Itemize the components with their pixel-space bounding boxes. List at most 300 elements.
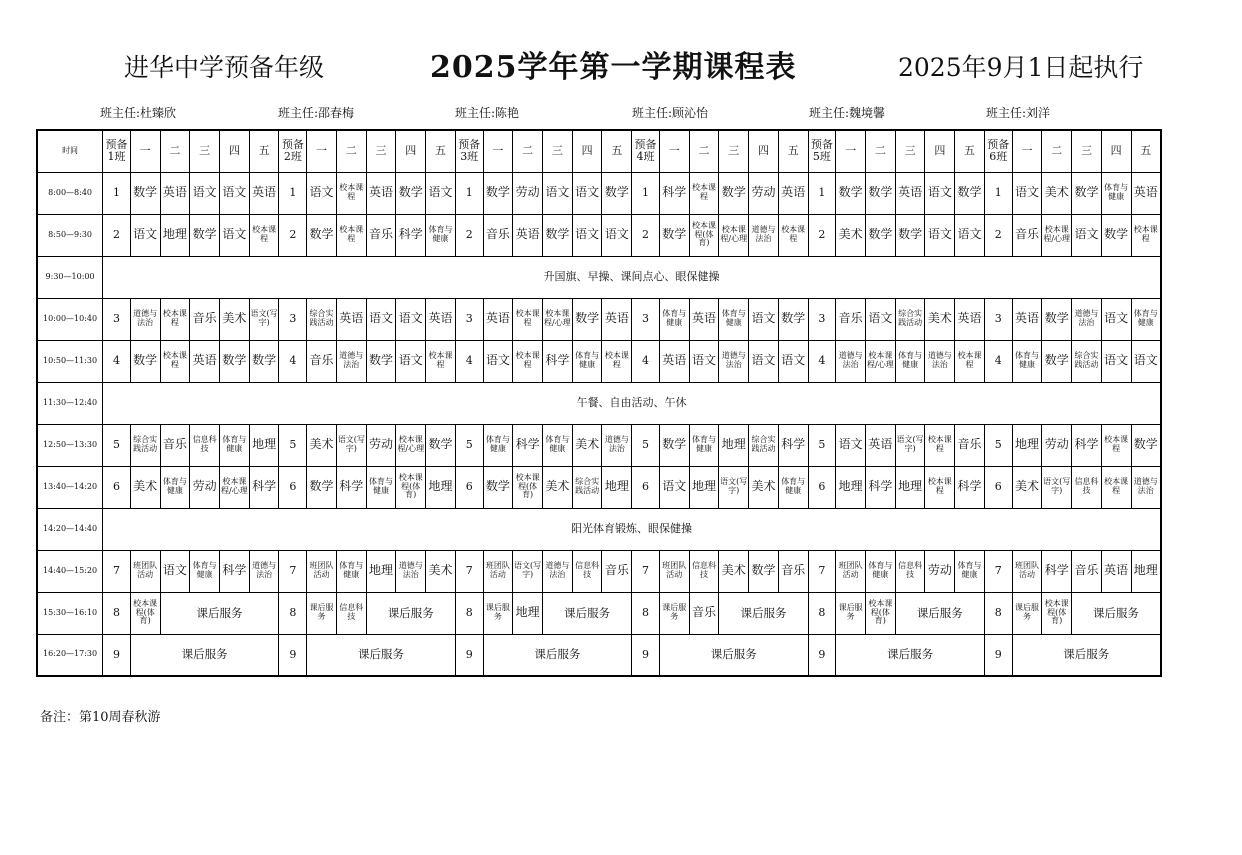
- after-school-cell: 课后服务: [836, 634, 985, 676]
- day-header: 五: [602, 130, 632, 172]
- after-school-cell: 课后服务: [160, 592, 279, 634]
- subject-cell: 地理: [719, 424, 749, 466]
- subject-cell: 音乐: [190, 298, 220, 340]
- subject-cell: 数学: [220, 340, 250, 382]
- teacher-3: 班主任:陈艳: [455, 106, 520, 120]
- subject-cell: 校本课程/心理: [396, 424, 426, 466]
- subject-cell: 音乐: [689, 592, 719, 634]
- subject-cell: 体育与健康: [865, 550, 895, 592]
- subject-cell: 校本课程/心理: [543, 298, 573, 340]
- subject-cell: 语文: [749, 340, 779, 382]
- subject-cell: 道德与法治: [543, 550, 573, 592]
- subject-cell: 综合实践活动: [749, 424, 779, 466]
- period-number: 3: [808, 298, 836, 340]
- subject-cell: 校本课程: [778, 214, 808, 256]
- subject-cell: 语文: [1072, 214, 1102, 256]
- subject-cell: 音乐: [1072, 550, 1102, 592]
- day-header: 四: [572, 130, 602, 172]
- subject-cell: 语文(写字): [336, 424, 366, 466]
- subject-cell: 语文(写字): [719, 466, 749, 508]
- subject-cell: 语文: [955, 214, 985, 256]
- day-header: 一: [130, 130, 160, 172]
- subject-cell: 信息科技: [190, 424, 220, 466]
- after-school-cell: 课后服务: [659, 634, 808, 676]
- subject-cell: 数学: [749, 550, 779, 592]
- period-number: 6: [279, 466, 307, 508]
- subject-cell: 美术: [130, 466, 160, 508]
- period-number: 1: [984, 172, 1012, 214]
- time-cell: 14:40—15:20: [37, 550, 103, 592]
- subject-cell: 音乐: [366, 214, 396, 256]
- subject-cell: 校本课程(体育): [865, 592, 895, 634]
- subject-cell: 音乐: [307, 340, 337, 382]
- day-header: 四: [220, 130, 250, 172]
- subject-cell: 地理: [689, 466, 719, 508]
- day-header: 一: [1012, 130, 1042, 172]
- day-header: 三: [895, 130, 925, 172]
- subject-cell: 语文: [160, 550, 190, 592]
- day-header: 二: [160, 130, 190, 172]
- subject-cell: 体育与健康: [160, 466, 190, 508]
- subject-cell: 音乐: [160, 424, 190, 466]
- subject-cell: 科学: [336, 466, 366, 508]
- break-row: [37, 382, 1161, 424]
- subject-cell: 校本课程: [955, 340, 985, 382]
- subject-cell: 数学: [865, 172, 895, 214]
- period-row: [37, 424, 1161, 466]
- subject-cell: 道德与法治: [925, 340, 955, 382]
- subject-cell: 校本课程/心理: [719, 214, 749, 256]
- subject-cell: 美术: [749, 466, 779, 508]
- period-row: [37, 466, 1161, 508]
- subject-cell: 数学: [778, 298, 808, 340]
- subject-cell: 综合实践活动: [130, 424, 160, 466]
- subject-cell: 科学: [396, 214, 426, 256]
- subject-cell: 道德与法治: [249, 550, 279, 592]
- subject-cell: 道德与法治: [1131, 466, 1161, 508]
- period-number: 6: [632, 466, 660, 508]
- after-school-cell: 课后服务: [1012, 592, 1042, 634]
- day-header: 五: [1131, 130, 1161, 172]
- period-number: 7: [632, 550, 660, 592]
- day-header: 二: [336, 130, 366, 172]
- subject-cell: 英语: [865, 424, 895, 466]
- subject-cell: 英语: [483, 298, 513, 340]
- subject-cell: 语文(写字): [249, 298, 279, 340]
- period-row: [37, 340, 1161, 382]
- subject-cell: 音乐: [483, 214, 513, 256]
- subject-cell: 美术: [836, 214, 866, 256]
- period-number: 2: [103, 214, 131, 256]
- subject-cell: 语文: [396, 298, 426, 340]
- teacher-1: 班主任:杜臻欣: [100, 106, 177, 120]
- period-row: [37, 550, 1161, 592]
- time-cell: 12:50—13:30: [37, 424, 103, 466]
- subject-cell: 综合实践活动: [895, 298, 925, 340]
- day-header: 四: [925, 130, 955, 172]
- time-cell: 10:00—10:40: [37, 298, 103, 340]
- period-number: 5: [455, 424, 483, 466]
- subject-cell: 英语: [1101, 550, 1131, 592]
- subject-cell: 语文(写字): [895, 424, 925, 466]
- period-number: 2: [984, 214, 1012, 256]
- period-number: 9: [984, 634, 1012, 676]
- subject-cell: 数学: [366, 340, 396, 382]
- period-number: 5: [103, 424, 131, 466]
- period-row: [37, 214, 1161, 256]
- subject-cell: 校本课程(体育): [130, 592, 160, 634]
- subject-cell: 劳动: [1042, 424, 1072, 466]
- subject-cell: 校本课程: [336, 172, 366, 214]
- period-number: 8: [279, 592, 307, 634]
- day-header: 二: [1042, 130, 1072, 172]
- subject-cell: 体育与健康: [689, 424, 719, 466]
- subject-cell: 音乐: [836, 298, 866, 340]
- subject-cell: 英语: [426, 298, 456, 340]
- subject-cell: 英语: [160, 172, 190, 214]
- after-school-cell: 课后服务: [543, 592, 632, 634]
- subject-cell: 美术: [426, 550, 456, 592]
- subject-cell: 数学: [130, 340, 160, 382]
- after-school-cell: 课后服务: [659, 592, 689, 634]
- subject-cell: 语文: [925, 214, 955, 256]
- subject-cell: 语文: [689, 340, 719, 382]
- subject-cell: 数学: [130, 172, 160, 214]
- subject-cell: 地理: [602, 466, 632, 508]
- subject-cell: 数学: [602, 172, 632, 214]
- subject-cell: 英语: [249, 172, 279, 214]
- subject-cell: 美术: [719, 550, 749, 592]
- subject-cell: 校本课程: [602, 340, 632, 382]
- subject-cell: 语文(写字): [513, 550, 543, 592]
- break-row: [37, 508, 1161, 550]
- subject-cell: 科学: [778, 424, 808, 466]
- period-number: 2: [279, 214, 307, 256]
- subject-cell: 科学: [955, 466, 985, 508]
- period-number: 1: [279, 172, 307, 214]
- class-header: 预备6班: [984, 130, 1012, 172]
- subject-cell: 科学: [513, 424, 543, 466]
- subject-cell: 校本课程: [513, 298, 543, 340]
- subject-cell: 语文: [190, 172, 220, 214]
- period-number: 9: [279, 634, 307, 676]
- after-school-cell: 课后服务: [1012, 634, 1161, 676]
- subject-cell: 校本课程/心理: [865, 340, 895, 382]
- subject-cell: 美术: [925, 298, 955, 340]
- subject-cell: 班团队活动: [130, 550, 160, 592]
- time-cell: 9:30—10:00: [37, 256, 103, 298]
- subject-cell: 语文: [572, 214, 602, 256]
- subject-cell: 校本课程: [1101, 424, 1131, 466]
- subject-cell: 地理: [895, 466, 925, 508]
- subject-cell: 地理: [513, 592, 543, 634]
- break-cell: 升国旗、早操、课间点心、眼保健操: [103, 256, 1161, 298]
- subject-cell: 数学: [307, 466, 337, 508]
- after-school-cell: 课后服务: [483, 592, 513, 634]
- subject-cell: 科学: [249, 466, 279, 508]
- subject-cell: 语文: [220, 214, 250, 256]
- after-school-cell: 课后服务: [483, 634, 632, 676]
- start-date: 2025年9月1日起执行: [898, 53, 1144, 82]
- time-cell: 10:50—11:30: [37, 340, 103, 382]
- subject-cell: 班团队活动: [836, 550, 866, 592]
- period-number: 9: [455, 634, 483, 676]
- subject-cell: 地理: [426, 466, 456, 508]
- subject-cell: 数学: [895, 214, 925, 256]
- period-row: [37, 298, 1161, 340]
- period-number: 3: [632, 298, 660, 340]
- class-header: 预备2班: [279, 130, 307, 172]
- subject-cell: 体育与健康: [659, 298, 689, 340]
- day-header: 三: [190, 130, 220, 172]
- subject-cell: 信息科技: [689, 550, 719, 592]
- teacher-2: 班主任:邵春梅: [278, 106, 355, 120]
- subject-cell: 数学: [719, 172, 749, 214]
- period-number: 7: [103, 550, 131, 592]
- time-cell: 14:20—14:40: [37, 508, 103, 550]
- subject-cell: 科学: [220, 550, 250, 592]
- subject-cell: 英语: [336, 298, 366, 340]
- period-number: 1: [455, 172, 483, 214]
- subject-cell: 语文: [307, 172, 337, 214]
- subject-cell: 校本课程: [160, 298, 190, 340]
- teacher-5: 班主任:魏境馨: [809, 106, 886, 120]
- period-number: 2: [455, 214, 483, 256]
- subject-cell: 语文: [543, 172, 573, 214]
- time-header: 时间: [37, 130, 103, 172]
- subject-cell: 英语: [955, 298, 985, 340]
- subject-cell: 体育与健康: [895, 340, 925, 382]
- period-number: 5: [808, 424, 836, 466]
- period-number: 3: [279, 298, 307, 340]
- subject-cell: 体育与健康: [1101, 172, 1131, 214]
- period-number: 7: [279, 550, 307, 592]
- day-header: 三: [543, 130, 573, 172]
- day-header: 一: [659, 130, 689, 172]
- period-number: 3: [103, 298, 131, 340]
- footnote: 备注：第10周春秋游: [40, 710, 161, 725]
- subject-cell: 语文: [220, 172, 250, 214]
- subject-cell: 语文: [925, 172, 955, 214]
- period-number: 7: [808, 550, 836, 592]
- period-number: 5: [632, 424, 660, 466]
- subject-cell: 道德与法治: [130, 298, 160, 340]
- subject-cell: 美术: [307, 424, 337, 466]
- subject-cell: 校本课程(体育): [689, 214, 719, 256]
- subject-cell: 班团队活动: [659, 550, 689, 592]
- subject-cell: 英语: [778, 172, 808, 214]
- period-number: 3: [984, 298, 1012, 340]
- after-school-cell: 课后服务: [1072, 592, 1161, 634]
- period-number: 6: [455, 466, 483, 508]
- subject-cell: 英语: [190, 340, 220, 382]
- day-header: 二: [513, 130, 543, 172]
- subject-cell: 数学: [1042, 340, 1072, 382]
- subject-cell: 体育与健康: [1131, 298, 1161, 340]
- period-number: 2: [632, 214, 660, 256]
- subject-cell: 校本课程: [513, 340, 543, 382]
- day-header: 三: [719, 130, 749, 172]
- class-header: 预备1班: [103, 130, 131, 172]
- subject-cell: 道德与法治: [1072, 298, 1102, 340]
- day-header: 四: [749, 130, 779, 172]
- subject-cell: 地理: [366, 550, 396, 592]
- subject-cell: 校本课程(体育): [396, 466, 426, 508]
- period-number: 8: [808, 592, 836, 634]
- subject-cell: 劳动: [749, 172, 779, 214]
- subject-cell: 校本课程: [1101, 466, 1131, 508]
- subject-cell: 语文: [426, 172, 456, 214]
- subject-cell: 英语: [659, 340, 689, 382]
- period-number: 9: [632, 634, 660, 676]
- time-cell: 11:30—12:40: [37, 382, 103, 424]
- subject-cell: 地理: [249, 424, 279, 466]
- subject-cell: 数学: [396, 172, 426, 214]
- subject-cell: 语文: [1131, 340, 1161, 382]
- period-number: 6: [984, 466, 1012, 508]
- day-header: 一: [483, 130, 513, 172]
- day-header: 五: [426, 130, 456, 172]
- day-header: 五: [955, 130, 985, 172]
- subject-cell: 语文: [572, 172, 602, 214]
- subject-cell: 数学: [1072, 172, 1102, 214]
- subject-cell: 英语: [689, 298, 719, 340]
- class-header: 预备5班: [808, 130, 836, 172]
- period-row: [37, 592, 1161, 634]
- period-row: [37, 172, 1161, 214]
- period-number: 7: [455, 550, 483, 592]
- subject-cell: 语文(写字): [1042, 466, 1072, 508]
- subject-cell: 语文: [483, 340, 513, 382]
- subject-cell: 数学: [659, 424, 689, 466]
- period-number: 4: [984, 340, 1012, 382]
- period-number: 4: [103, 340, 131, 382]
- teacher-6: 班主任:刘洋: [986, 106, 1051, 120]
- subject-cell: 数学: [483, 172, 513, 214]
- subject-cell: 综合实践活动: [572, 466, 602, 508]
- day-header: 三: [1072, 130, 1102, 172]
- subject-cell: 校本课程: [160, 340, 190, 382]
- subject-cell: 数学: [543, 214, 573, 256]
- subject-cell: 班团队活动: [307, 550, 337, 592]
- subject-cell: 数学: [1101, 214, 1131, 256]
- subject-cell: 道德与法治: [749, 214, 779, 256]
- after-school-cell: 课后服务: [366, 592, 455, 634]
- period-number: 1: [103, 172, 131, 214]
- timetable: [36, 129, 1162, 677]
- subject-cell: 数学: [659, 214, 689, 256]
- subject-cell: 语文: [778, 340, 808, 382]
- subject-cell: 体育与健康: [719, 298, 749, 340]
- subject-cell: 班团队活动: [1012, 550, 1042, 592]
- subject-cell: 数学: [426, 424, 456, 466]
- subject-cell: 体育与健康: [543, 424, 573, 466]
- subject-cell: 语文: [1101, 340, 1131, 382]
- period-number: 7: [984, 550, 1012, 592]
- subject-cell: 音乐: [602, 550, 632, 592]
- period-number: 5: [279, 424, 307, 466]
- subject-cell: 劳动: [366, 424, 396, 466]
- header-row: [37, 130, 1161, 172]
- subject-cell: 美术: [1012, 466, 1042, 508]
- school-title: 进华中学预备年级: [124, 53, 325, 82]
- break-cell: 午餐、自由活动、午休: [103, 382, 1161, 424]
- period-number: 4: [808, 340, 836, 382]
- subject-cell: 科学: [1042, 550, 1072, 592]
- subject-cell: 英语: [513, 214, 543, 256]
- subject-cell: 科学: [659, 172, 689, 214]
- subject-cell: 英语: [602, 298, 632, 340]
- class-header: 预备4班: [632, 130, 660, 172]
- subject-cell: 校本课程(体育): [1042, 592, 1072, 634]
- period-number: 6: [808, 466, 836, 508]
- subject-cell: 科学: [543, 340, 573, 382]
- break-row: [37, 256, 1161, 298]
- subject-cell: 体育与健康: [955, 550, 985, 592]
- break-cell: 阳光体育锻炼、眼保健操: [103, 508, 1161, 550]
- subject-cell: 语文: [396, 340, 426, 382]
- after-school-cell: 课后服务: [130, 634, 279, 676]
- subject-cell: 信息科技: [895, 550, 925, 592]
- subject-cell: 数学: [1042, 298, 1072, 340]
- period-number: 2: [808, 214, 836, 256]
- subject-cell: 道德与法治: [336, 340, 366, 382]
- after-school-cell: 课后服务: [836, 592, 866, 634]
- subject-cell: 语文: [1012, 172, 1042, 214]
- subject-cell: 体育与健康: [190, 550, 220, 592]
- page-title: 2025学年第一学期课程表: [430, 50, 797, 85]
- day-header: 四: [1101, 130, 1131, 172]
- subject-cell: 地理: [836, 466, 866, 508]
- subject-cell: 综合实践活动: [1072, 340, 1102, 382]
- subject-cell: 体育与健康: [778, 466, 808, 508]
- subject-cell: 数学: [836, 172, 866, 214]
- subject-cell: 美术: [220, 298, 250, 340]
- subject-cell: 语文: [130, 214, 160, 256]
- period-number: 3: [455, 298, 483, 340]
- subject-cell: 数学: [249, 340, 279, 382]
- day-header: 一: [307, 130, 337, 172]
- period-number: 6: [103, 466, 131, 508]
- subject-cell: 地理: [1131, 550, 1161, 592]
- period-number: 1: [632, 172, 660, 214]
- subject-cell: 地理: [1012, 424, 1042, 466]
- period-number: 9: [103, 634, 131, 676]
- subject-cell: 地理: [160, 214, 190, 256]
- subject-cell: 数学: [190, 214, 220, 256]
- subject-cell: 校本课程: [336, 214, 366, 256]
- subject-cell: 语文: [749, 298, 779, 340]
- period-number: 4: [632, 340, 660, 382]
- teacher-4: 班主任:顾沁怡: [632, 106, 709, 120]
- subject-cell: 校本课程: [925, 424, 955, 466]
- period-number: 8: [103, 592, 131, 634]
- subject-cell: 体育与健康: [336, 550, 366, 592]
- subject-cell: 体育与健康: [220, 424, 250, 466]
- subject-cell: 体育与健康: [1012, 340, 1042, 382]
- subject-cell: 语文: [1101, 298, 1131, 340]
- subject-cell: 数学: [955, 172, 985, 214]
- subject-cell: 道德与法治: [396, 550, 426, 592]
- subject-cell: 英语: [895, 172, 925, 214]
- after-school-cell: 课后服务: [895, 592, 984, 634]
- subject-cell: 体育与健康: [572, 340, 602, 382]
- period-number: 8: [455, 592, 483, 634]
- subject-cell: 校本课程: [925, 466, 955, 508]
- day-header: 三: [366, 130, 396, 172]
- period-number: 1: [808, 172, 836, 214]
- subject-cell: 道德与法治: [719, 340, 749, 382]
